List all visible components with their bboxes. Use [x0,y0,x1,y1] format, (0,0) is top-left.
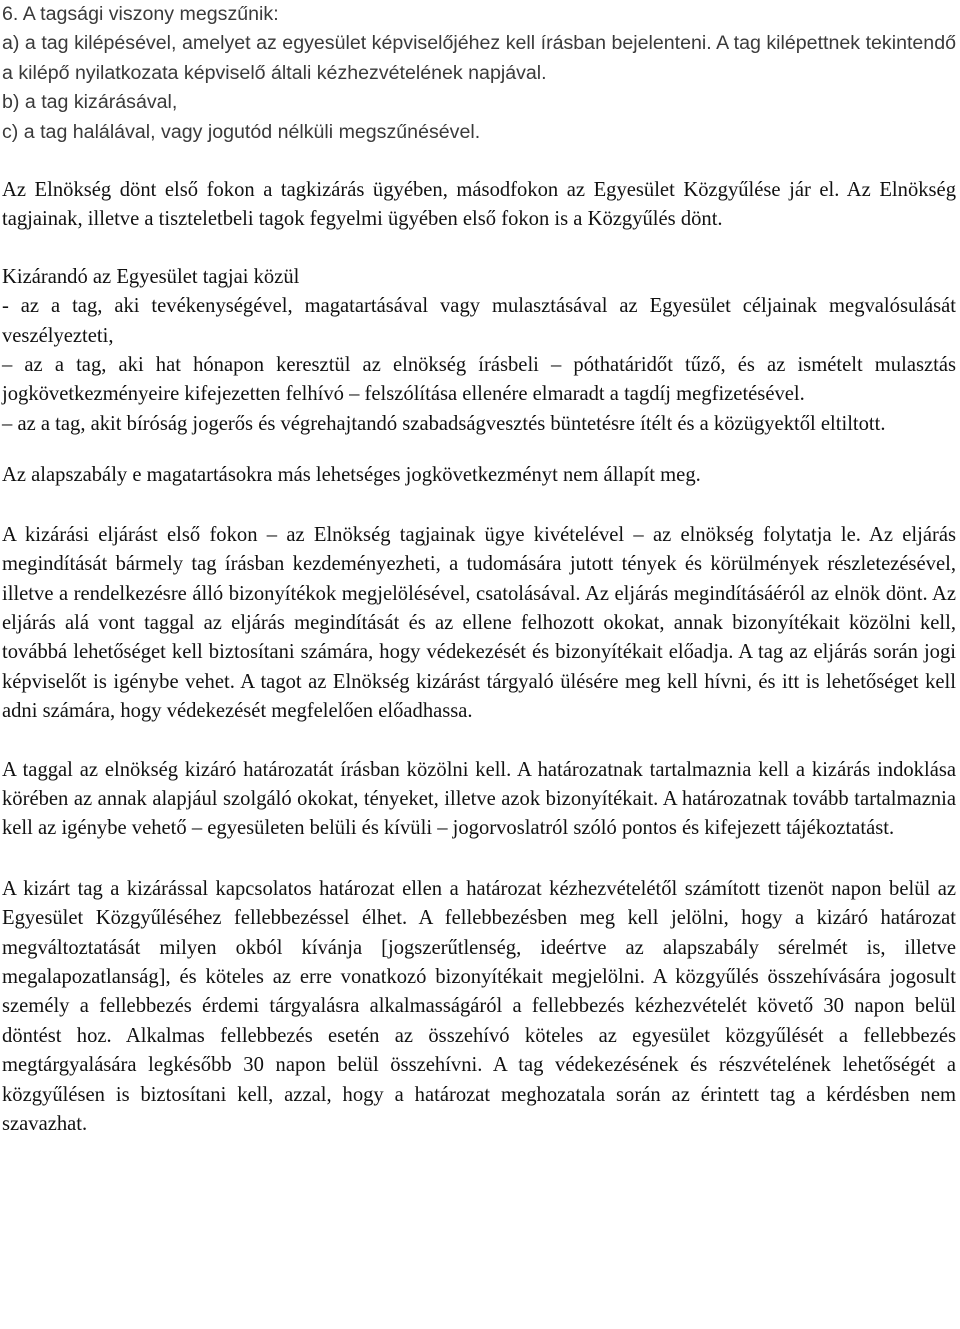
list-item-a: a) a tag kilépésével, amelyet az egyesület képviselőjéhez kell írásban bejelenteni. A tag kilépettnek tekintendő a kilépő nyilatkozata képviselő általi kézhezvételének napjával. [2,32,956,84]
paragraph-kizaro-hatarozat: A taggal az elnökség kizáró határozatát írásban közölni kell. A határozatnak tartalmaznia kell a kizárás indoklása körében az annak alapjául szolgáló okokat, tényeket, illetve azok bizonyítékait. A határozatnak tovább tartalmaznia kell az igénybe vehető – egyesületen belüli és kívüli – jogorvoslatról szóló pontos és kifejezett tájékoztatást. [2,758,956,840]
paragraph-elnokseg: Az Elnökség dönt első fokon a tagkizárás ügyében, másodfokon az Egyesület Közgyűlése jár el. Az Elnökség tagjainak, illetve a tiszteletbeli tagok fegyelmi ügyében első fokon is a Közgyűlés dönt. [2,179,956,231]
exclusion-intro: Kizárandó az Egyesület tagjai közül [2,265,300,288]
paragraph-alapszabaly: Az alapszabály e magatartásokra más lehetséges jogkövetkezményt nem állapít meg. [2,464,701,487]
paragraph-kizarasi-eljaras: A kizárási eljárást első fokon – az Elnökség tagjainak ügye kivételével – az elnökség folytatja le. Az eljárás megindítását bármely tag írásban kezdeményezheti, a tudomására jutott tények és körülmények részletezésével, illetve a rendelkezésre álló bizonyítékok megjelölésével, csatolásával. Az eljárás megindításáéról az elnök dönt. Az eljárás alá vont taggal az eljárás megindítását és az ellene felhozott okokat, annak bizonyítékait közölni kell, továbbá lehetőséget kell biztosítani számára, hogy védekezését és bizonyítékait előadja. A tag az eljárás során jogi képviselőt is igénybe vehet. A tagot az Elnökség kizárást tárgyaló ülésére meg kell hívni, és itt is lehetőséget kell adni számára, hogy védekezését megfelelően előadhassa. [2,523,956,723]
exclusion-item-3: – az a tag, akit bíróság jogerős és végrehajtandó szabadságvesztés büntetésre ítélt és a közügyektől eltiltott. [2,412,886,435]
paragraph-fellebbezes: A kizárt tag a kizárással kapcsolatos határozat ellen a határozat kézhezvételétől számított tizenöt napon belül az Egyesület Közgyűléséhez fellebbezéssel élhet. A fellebbezésben meg kell jelölni, hogy a kizáró határozat megváltoztatását milyen okból kívánja [jogszerűtlenség, ideértve az alapszabály sérelmét is, illetve megalapozatlanság], és köteles az erre vonatkozó bizonyítékait megjelölni. A közgyűlés összehívására jogosult személy a fellebbezés érdemi tárgyalásra alkalmasságáról a fellebbezés kézhezvételét követő 30 napon belül döntést hoz. Alkalmas fellebbezés esetén az összehívó köteles az egyesület közgyűlését a fellebbezés megtárgyalására legkésőbb 30 napon belül összehívni. A tag védekezésének és részvételének lehetőségét a közgyűlésen is biztosítani kell, azzal, hogy a határozat meghozatala során az érintett tag a kérdésben nem szavazhat. [2,877,956,1135]
section-6-block [2,0,956,147]
exclusion-item-2: – az a tag, aki hat hónapon keresztül az elnökség írásbeli – póthatáridőt tűző, és az ismételt mulasztás jogkövetkezményeire kifejezetten felhívó – felszólítása ellenére elmaradt a tagdíj megfizetésével. [2,354,956,406]
exclusion-item-1: - az a tag, aki tevékenységével, magatartásával vagy mulasztásával az Egyesület céljainak megvalósulását veszélyezteti, [2,295,956,347]
exclusion-list-block [2,263,956,439]
section-title: 6. A tagsági viszony megszűnik: [2,3,279,25]
list-item-c: c) a tag halálával, vagy jogutód nélküli megszűnésével. [2,120,481,143]
document-page [2,0,956,1139]
list-item-b: b) a tag kizárásával, [2,91,178,114]
